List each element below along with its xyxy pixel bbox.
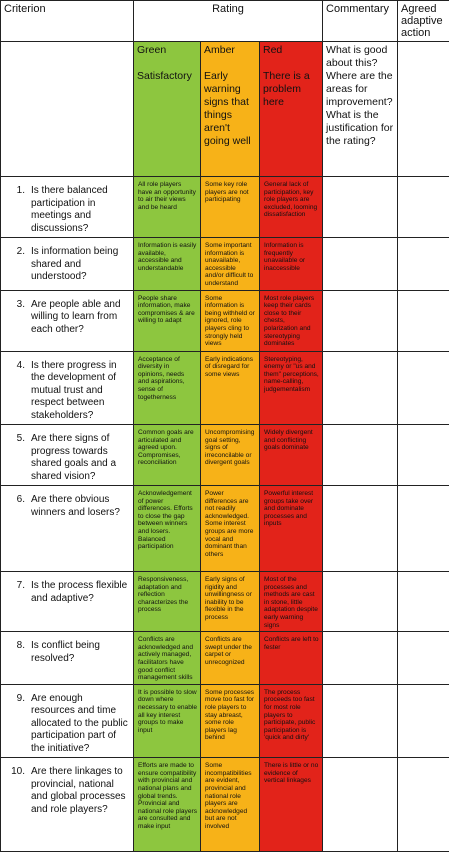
commentary-cell: [323, 572, 398, 632]
green-cell: [134, 290, 201, 351]
green-text: Information is easily available, accessible and understandable: [138, 242, 196, 272]
action-cell: [398, 632, 449, 685]
amber-cell: [201, 238, 260, 291]
commentary-prompt: What is good about this? Where are the areas for improvement? What is the justification for the rating?: [323, 42, 398, 177]
criterion-cell: [1, 758, 134, 852]
amber-name: Amber: [204, 44, 256, 57]
action-cell: [398, 758, 449, 852]
green-cell: [134, 177, 201, 238]
amber-text: Some information is being withheld or ignored, role players cling to strongly held views: [205, 295, 255, 348]
red-text: Information is frequently unavailable or inaccessible: [264, 242, 305, 272]
red-sub: There is a problem here: [263, 70, 319, 109]
action-cell: [398, 238, 449, 291]
green-cell: [134, 572, 201, 632]
green-legend: [134, 42, 201, 177]
amber-cell: [201, 632, 260, 685]
red-text: Most of the processes and methods are cast in stone, little adaptation despite early warning signs: [264, 576, 318, 629]
table-row: [1, 425, 449, 486]
criterion-number: 1.: [5, 185, 25, 235]
commentary-cell: [323, 351, 398, 425]
criterion-text: Are there signs of progress towards shared goals and a shared vision?: [31, 433, 129, 483]
criterion-number: 5.: [5, 433, 25, 483]
red-name: Red: [263, 44, 319, 57]
criterion-cell: [1, 632, 134, 685]
red-cell: [260, 351, 323, 425]
amber-text: Conflicts are swept under the carpet or unrecognized: [205, 636, 252, 666]
green-text: People share information, make compromises & are willing to adapt: [138, 295, 195, 325]
green-cell: [134, 684, 201, 758]
criterion-cell: [1, 425, 134, 486]
criterion-text: Are people able and willing to learn from each other?: [31, 299, 129, 337]
red-text: There is little or no evidence of vertical linkages: [264, 762, 318, 784]
red-text: The process proceeds too fast for most role players to participate, public participation is 'quick and dirty': [264, 689, 315, 742]
criterion-number: 4.: [5, 360, 25, 423]
criterion-text: Are enough resources and time allocated to the public participation part of the initiative?: [31, 693, 129, 756]
amber-cell: [201, 758, 260, 852]
criterion-cell: [1, 486, 134, 572]
criterion-number: 6.: [5, 494, 25, 519]
green-text: All role players have an opportunity to air their views and be heard: [138, 181, 196, 211]
green-text: Acknowledgement of power differences. Efforts to close the gap between winners and losers. Balanced participation: [138, 490, 193, 550]
amber-cell: [201, 684, 260, 758]
rating-header: Rating: [134, 1, 323, 42]
legend-row: [1, 42, 449, 177]
amber-text: Early signs of rigidity and unwillingness or inability to be flexible in the process: [205, 576, 252, 621]
red-legend: [260, 42, 323, 177]
legend-empty-cell: [1, 42, 134, 177]
criterion-cell: [1, 290, 134, 351]
commentary-cell: [323, 684, 398, 758]
table-row: [1, 238, 449, 291]
table-row: [1, 572, 449, 632]
amber-text: Early indications of disregard for some views: [205, 356, 253, 378]
amber-cell: [201, 486, 260, 572]
commentary-cell: [323, 486, 398, 572]
green-sub: Satisfactory: [137, 70, 197, 83]
criterion-cell: [1, 177, 134, 238]
action-cell: [398, 177, 449, 238]
green-cell: [134, 758, 201, 852]
red-cell: [260, 177, 323, 238]
criterion-cell: [1, 351, 134, 425]
criterion-header: Criterion: [1, 1, 134, 42]
criterion-number: 2.: [5, 246, 25, 284]
red-text: Widely divergent and conflicting goals dominate: [264, 429, 313, 451]
commentary-cell: [323, 177, 398, 238]
criterion-text: Are there linkages to provincial, national and global processes and role players?: [31, 766, 129, 816]
amber-legend: [201, 42, 260, 177]
amber-text: Some incompatibilities are evident, provincial and national role players are acknowledged but are not involved: [205, 762, 252, 830]
red-cell: [260, 572, 323, 632]
red-text: Stereotyping, enemy or "us and them" perceptions, name-calling, judgementalism: [264, 356, 319, 393]
criterion-text: Is information being shared and understood?: [31, 246, 129, 284]
criterion-text: Is there progress in the development of mutual trust and respect between stakeholders?: [31, 360, 129, 423]
green-cell: [134, 351, 201, 425]
criterion-number: 9.: [5, 693, 25, 756]
criterion-text: Are there obvious winners and losers?: [31, 494, 129, 519]
action-cell: [398, 425, 449, 486]
amber-text: Power differences are not readily acknowledged. Some interest groups are more vocal and dominant than others: [205, 490, 253, 558]
action-cell: [398, 351, 449, 425]
red-text: Most role players keep their cards close to their chests, polarization and stereotyping dominates: [264, 295, 314, 348]
green-cell: [134, 238, 201, 291]
red-cell: [260, 238, 323, 291]
table-row: [1, 177, 449, 238]
commentary-header: Commentary: [323, 1, 398, 42]
criterion-text: Is conflict being resolved?: [31, 640, 129, 665]
action-header: Agreed adaptive action: [398, 1, 449, 42]
table-row: [1, 684, 449, 758]
red-cell: [260, 758, 323, 852]
red-cell: [260, 486, 323, 572]
amber-cell: [201, 351, 260, 425]
red-cell: [260, 290, 323, 351]
amber-text: Some key role players are not participating: [205, 181, 249, 203]
commentary-cell: [323, 632, 398, 685]
action-cell: [398, 486, 449, 572]
red-text: General lack of participation, key role players are excluded, looming dissatisfaction: [264, 181, 317, 218]
action-empty-cell: [398, 42, 449, 177]
table-row: [1, 758, 449, 852]
action-cell: [398, 290, 449, 351]
commentary-cell: [323, 425, 398, 486]
criterion-cell: [1, 572, 134, 632]
criterion-text: Is the process flexible and adaptive?: [31, 580, 129, 605]
amber-cell: [201, 572, 260, 632]
green-text: Common goals are articulated and agreed upon. Compromises, reconciliation: [138, 429, 194, 466]
amber-cell: [201, 177, 260, 238]
amber-cell: [201, 290, 260, 351]
commentary-cell: [323, 238, 398, 291]
red-text: Powerful interest groups take over and dominate processes and inputs: [264, 490, 313, 527]
green-cell: [134, 486, 201, 572]
red-cell: [260, 684, 323, 758]
criterion-number: 8.: [5, 640, 25, 665]
criterion-number: 3.: [5, 299, 25, 337]
criterion-cell: [1, 238, 134, 291]
amber-text: Uncompromising goal setting, signs of irreconcilable or divergent goals: [205, 429, 254, 466]
green-cell: [134, 425, 201, 486]
green-name: Green: [137, 44, 197, 57]
green-cell: [134, 632, 201, 685]
action-cell: [398, 572, 449, 632]
amber-sub: Early warning signs that things aren't going well: [204, 70, 256, 148]
amber-text: Some processes move too fast for role players to stay abreast, some role players lag behind: [205, 689, 254, 742]
table-row: [1, 290, 449, 351]
green-text: It is possible to slow down where necessary to enable all key interest groups to make input: [138, 689, 197, 734]
commentary-cell: [323, 758, 398, 852]
criterion-cell: [1, 684, 134, 758]
green-text: Conflicts are acknowledged and actively managed, facilitators have good conflict management skills: [138, 636, 193, 681]
red-text: Conflicts are left to fester: [264, 636, 319, 651]
table-row: [1, 632, 449, 685]
red-cell: [260, 632, 323, 685]
header-row: [1, 1, 449, 42]
table-row: [1, 486, 449, 572]
red-cell: [260, 425, 323, 486]
green-text: Acceptance of diversity in opinions, needs and aspirations, sense of togetherness: [138, 356, 185, 401]
commentary-cell: [323, 290, 398, 351]
criterion-text: Is there balanced participation in meetings and discussions?: [31, 185, 129, 235]
criterion-number: 10.: [5, 766, 25, 816]
action-cell: [398, 684, 449, 758]
criterion-number: 7.: [5, 580, 25, 605]
green-text: Responsiveness, adaptation and reflection characterizes the process: [138, 576, 188, 613]
amber-text: Some important information is unavailable, accessible and/or difficult to understand: [205, 242, 253, 287]
table-row: [1, 351, 449, 425]
amber-cell: [201, 425, 260, 486]
green-text: Efforts are made to ensure compatibility with provincial and national plans and global trends. Provincial and national role players are consulted and make input: [138, 762, 197, 830]
